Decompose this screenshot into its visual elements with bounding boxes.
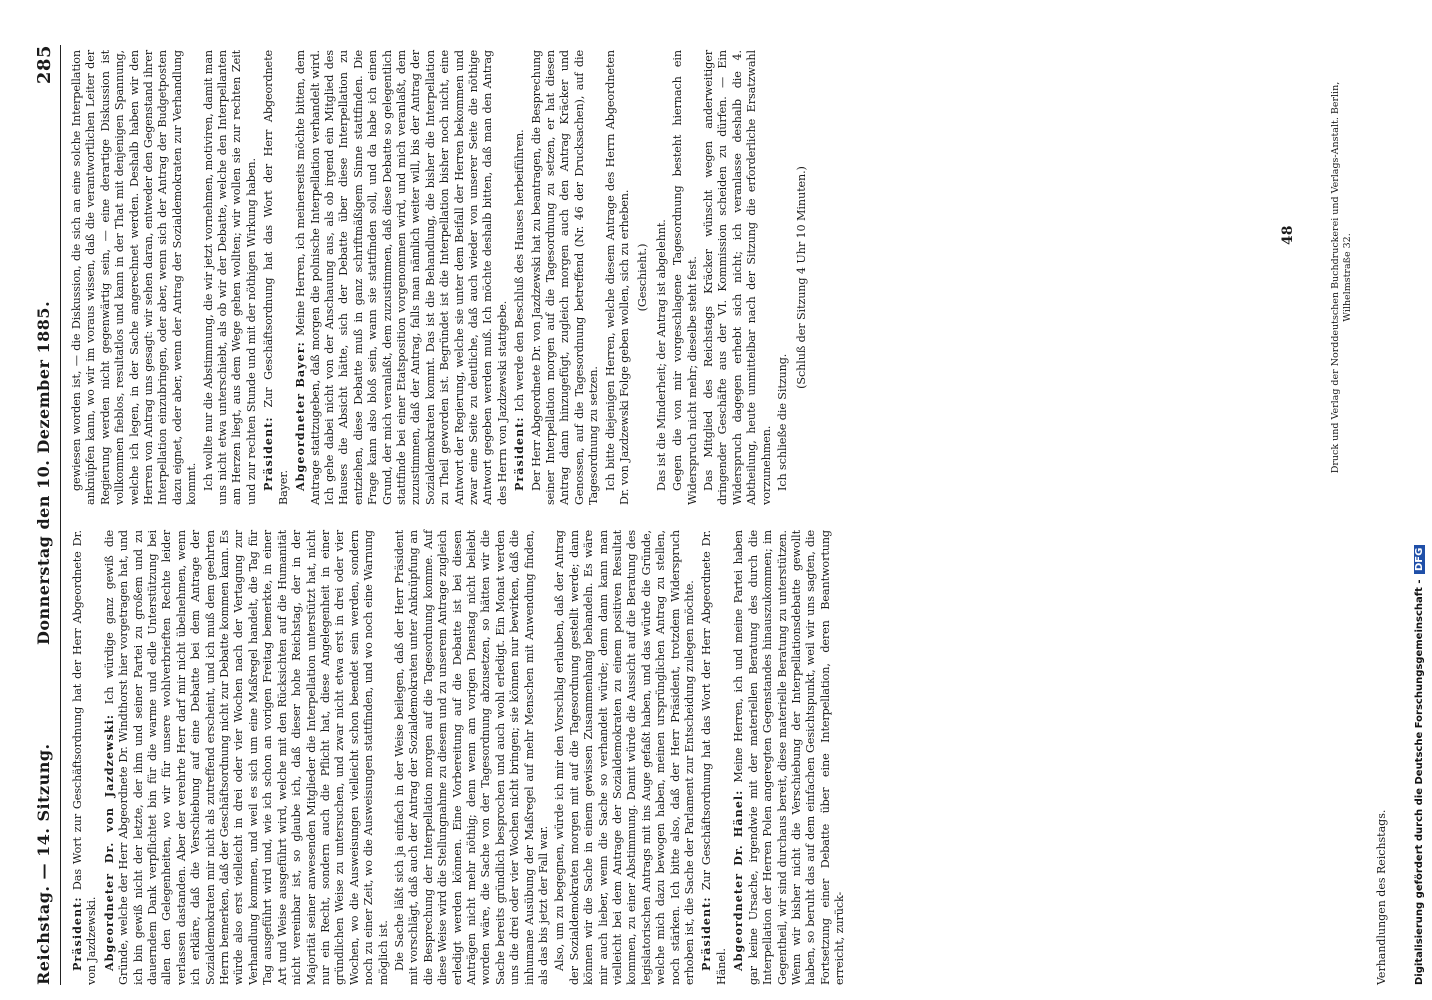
page-header: [30, 45, 61, 985]
paragraph: [393, 530, 551, 985]
dfg-logo: DFG: [1414, 545, 1425, 574]
page-number: 285: [34, 45, 55, 85]
paragraph: [636, 50, 650, 505]
column-right: [70, 50, 813, 505]
paragraph-text: Der Herr Abgeordnete Dr. von Jazdzewski hat zu beantragen, die Besprechung seiner Interpellation morgen auf die Tagesordnung zu setzen, er hat diesen Antrag dann hinzugefügt, zugleich morgen auch den Antrag Kräcker und Genossen, auf die Tagesordnung betreffend (Nr. 46 der Drucksachen), auf die Tagesordnung zu setzen.: [529, 50, 601, 505]
paragraph-text: Ich würdige ganz gewiß die Gründe, welche der Herr Abgeordnete Dr. Windthorst hier vorgetragen hat, und ich bin gewiß nicht der letzte, der ihm und seiner Partei zu großem und zu dauerndem Dank verpflichtet bin für die warme und edle Unterstützung bei allen den Gelegenheiten, wo wir für unsere wohlverbrieften Rechte leider verlassen dastanden. Aber der verehrte Herr darf mir nicht übelnehmen, wenn ich erkläre, daß die Verschiebung auf eine Debatte bei dem Antrage der Sozialdemokraten mir nicht als zutreffend erscheint, und ich muß dem geehrten Herrn bemerken, daß der Geschäftsordnung nicht zur Debatte kommen kann. Es würde also erst vielleicht in drei oder vier Wochen nach der Vertagung zur Verhandlung kommen, und weil es sich um eine Maßregel handelt, die Tag für Tag ausgeführt wird und, wie ich schon an vorigen Freitag bemerkte, in einer Art und Weise ausgeführt wird, welche mit den Rücksichten auf die Humanität nicht vereinbar ist, so glaube ich, daß dieser hohe Reichstag, der in der Majorität seiner anwesenden Mitglieder die Interpellation unterstützt hat, nicht nur ein Recht, sondern auch die Pflicht hat, diese Angelegenheit in einer gründlichen Weise zu untersuchen, und zwar nicht etwa erst in drei oder vier Wochen, wo die Ausweisungen vielleicht schon beendet sein werden, sondern noch zu einer Zeit, wo die Ausweisungen stattfinden, und wo noch eine Warnung möglich ist.: [102, 530, 390, 985]
paragraph-text: Ich schließe die Sitzung.: [776, 353, 790, 491]
paragraph: [731, 530, 847, 985]
paragraph: [202, 50, 260, 505]
paragraph-text: Gegen die von mir vorgeschlagene Tagesordnung besteht hiernach ein Widerspruch nicht mehr; dieselbe steht fest.: [671, 50, 699, 505]
paragraph: [604, 50, 633, 505]
paragraph: [702, 50, 774, 505]
footer-proceedings: Verhandlungen des Reichstags.: [1375, 809, 1388, 985]
paragraph-text: (Geschieht.): [636, 243, 650, 312]
paragraph: [655, 50, 669, 505]
rotated-page-content: [30, 45, 1400, 985]
paragraph-text: Meine Herren, ich meinerseits möchte bitten, dem Antrage stattzugeben, daß morgen die polnische Interpellation verhandelt wird. Ich gehe dabei nicht von der Anschauung aus, als ob irgend ein Mitglied des Hauses die Absicht hätte, sich der Debatte über diese Interpellation zu entziehen, diese Debatte muß in ganz schriftmäßigem Sinne stattfinden. Die Frage kann also bloß sein, wann sie stattfinden soll, und da habe ich einen Grund, der mich veranlaßt, dem zuzustimmen, daß diese Debatte so gelegentlich stattfinde bei einer Etatsposition vorgenommen wird, und mich veranlaßt, dem zuzustimmen, daß der Antrag, falls man nämlich weiter will, bis der Antrag der Sozialdemokraten kommt. Das ist die Behandlung, die bisher die Interpellation zu Theil geworden ist. Begründet ist die Interpellation bisher noch nicht, eine Antwort der Regierung, welche sie unter dem Beifall der Herren bekommen und zwar eine Seite zu deutliche, daß auch wieder von unserer Seite die nöthige Antwort gegeben werden muß. Ich möchte deshalb bitten, daß man den Antrag des Herrn von Jazdzewski stattgebe.: [294, 50, 509, 505]
paragraph-text: Ich werde den Beschluß des Hauses herbeiführen.: [513, 129, 527, 412]
paragraph-text: Das Mitglied des Reichstags Kräcker wünscht wegen anderweitiger dringender Geschäfte aus der VI. Kommission scheiden zu dürfen. — Ein Widerspruch dagegen erhebt sich nicht; ich veranlasse deshalb die 4. Abtheilung, heute unmittelbar nach der Sitzung die erforderliche Ersatzwahl vorzunehmen.: [702, 50, 773, 505]
signature-mark: 48: [1280, 225, 1296, 245]
paragraph: [102, 530, 391, 985]
paragraph: [671, 50, 700, 505]
paragraph-text: Ich bitte diejenigen Herren, welche diesem Antrage des Herrn Abgeordneten Dr. von Jazdzewski Folge geben wollen, sich zu erheben.: [603, 50, 632, 505]
header-date: Donnerstag den 10. Dezember 1885.: [34, 300, 53, 645]
paragraph-text: Das ist die Minderheit; der Antrag ist abgelehnt.: [654, 219, 668, 491]
column-left: [70, 530, 850, 985]
paragraph-text: Ich wollte nur die Abstimmung, die wir jetzt vornehmen, motiviren, damit man uns nicht etwa unterschiebt, als ob wir der Debatte, welche den Interpellanten am Herzen liegt, aus dem Wege gehen wollten; wir wollen sie zur rechten Zeit und zur rechten Stunde und mit der nöthigen Wirkung haben.: [201, 50, 258, 505]
digitization-credit: [1410, 0, 1432, 1000]
paragraph: [553, 530, 697, 985]
paragraph-text: Also, um zu begegnen, würde ich mir den Vorschlag erlauben, daß der Antrag der Sozialdemokraten morgen mit auf die Tagesordnung gestellt werde; dann können wir die Sache in einem gewissen Zusammenhang behandeln. Es wäre mir auch lieber, wenn die Sache so verhandelt würde; denn dann kann man vielleicht bei dem Antrage der Sozialdemokraten zu einem positiven Resultat kommen, zu einer Abstimmung. Damit würde die Aussicht auf die Beratung des legislatorischen Antrags mit ins Auge gefaßt haben, und das würde die Gründe, welche mich dazu bewogen haben, meinen ursprünglichen Antrag zu stellen, noch stärken. Ich bitte also, daß der Herr Präsident, trotzdem Widerspruch erhoben ist, die Sache der Parlament zur Entscheidung zulegen möchte.: [553, 530, 697, 985]
speaker-name: Abgeordneter Bayer:: [293, 335, 308, 491]
speaker-name: Präsident:: [261, 407, 276, 491]
speaker-name: Präsident:: [699, 890, 714, 971]
paragraph: [699, 530, 729, 985]
paragraph: [261, 50, 291, 505]
paragraph-text: Zur Geschäftsordnung hat das Wort der Herr Abgeordnete Dr. Hänel.: [700, 530, 728, 985]
printer-line: Druck und Verlag der Norddeutschen Buchdruckerei und Verlags-Anstalt. Berlin, Wilhelmstraße 32.: [1330, 81, 1353, 474]
paragraph: [776, 50, 790, 505]
paragraph-text: Zur Geschäftsordnung hat das Wort der Herr Abgeordnete Bayer.: [262, 50, 290, 505]
paragraph: [70, 530, 100, 985]
speaker-name: Abgeordneter Dr. von Jazdzewski:: [101, 704, 116, 971]
speaker-name: Abgeordneter Dr. Hänel:: [731, 782, 746, 971]
paragraph-text: Das Wort zur Geschäftsordnung hat der Herr Abgeordnete Dr. von Jazdzewski.: [71, 530, 99, 985]
credit-text: Digitalisierung gefördert durch die Deutsche Forschungsgemeinschaft -: [1414, 576, 1425, 985]
paragraph: [512, 50, 527, 505]
paragraph: [795, 50, 809, 505]
paragraph-text: Die Sache läßt sich ja einfach in der Weise beilegen, daß der Herr Präsident mit vorschlägt, daß auch der Antrag der Sozialdemokraten unter Anknüpfung an die Besprechung der Interpellation morgen auf die Tagesordnung komme. Auf diese Weise wird die Stellungnahme zu diesem und zu unserem Antrage zugleich erledigt werden können. Eine Vorbereitung auf die Debatte ist bei diesen Anträgen nicht mehr nöthig; denn wenn am vorigen Dienstag nicht beliebt worden wäre, die Sache von der Tagesordnung abzusetzen, so hätten wir die Sache bereits gründlich besprochen und auch wohl erledigt. Ein Monat werden uns die drei oder vier Wochen nicht bringen; sie können nur bewirken, daß die inhumane Ausübung der Maßregel auf mehr Menschen mit Anwendung finden, als das bis jetzt der Fall war.: [392, 530, 550, 985]
paragraph-text: Meine Herren, ich und meine Partei haben gar keine Ursache, irgendwie mit der materiellen Beratung des durch die Interpellation der Herren Polen angeregten Gegenstandes hinauszukommen; im Gegentheil, wir sind durchaus bereit, diese materielle Beratung zu unterstützen. Wenn wir bisher nicht die Verschiebung der Interpellationsdebatte gewollt haben, so beruht das auf dem einfachen Gesichtspunkt, weil wir uns sagten, die Fortsetzung einer Debatte über eine Interpellation, deren Beantwortung erreicht, zurück-: [732, 530, 847, 985]
paragraph-text: (Schluß der Sitzung 4 Uhr 10 Minuten.): [794, 166, 808, 389]
speaker-name: Präsident:: [70, 890, 84, 971]
paragraph: [530, 50, 602, 505]
paragraph-text: gewiesen worden ist, — die Diskussion, die sich an eine solche Interpellation anknüpfen kann, wo wir im voraus wissen, daß die verantwortlichen Leiter der Regierung werden nicht gegenwärtig sein, — eine derartige Diskussion ist vollkommen fieblos, resultatlos und kann in der That mit denjenigen Spannung, welche ich legen, in der Sache angerechnet werden. Deshalb haben wir den Herren von Antrag uns gesagt: wir sehen daran, entweder den Gegenstand ihrer Interpellation einzubringen, oder aber, wenn sich der Antrag der Budgetposten dazu eignet, oder aber, wenn der Antrag der Sozialdemokraten zur Verhandlung kommt.: [70, 50, 199, 505]
paragraph: [70, 50, 200, 505]
paragraph: [293, 50, 510, 505]
speaker-name: Präsident:: [512, 411, 527, 491]
header-session: Reichstag. — 14. Sitzung.: [34, 743, 53, 985]
